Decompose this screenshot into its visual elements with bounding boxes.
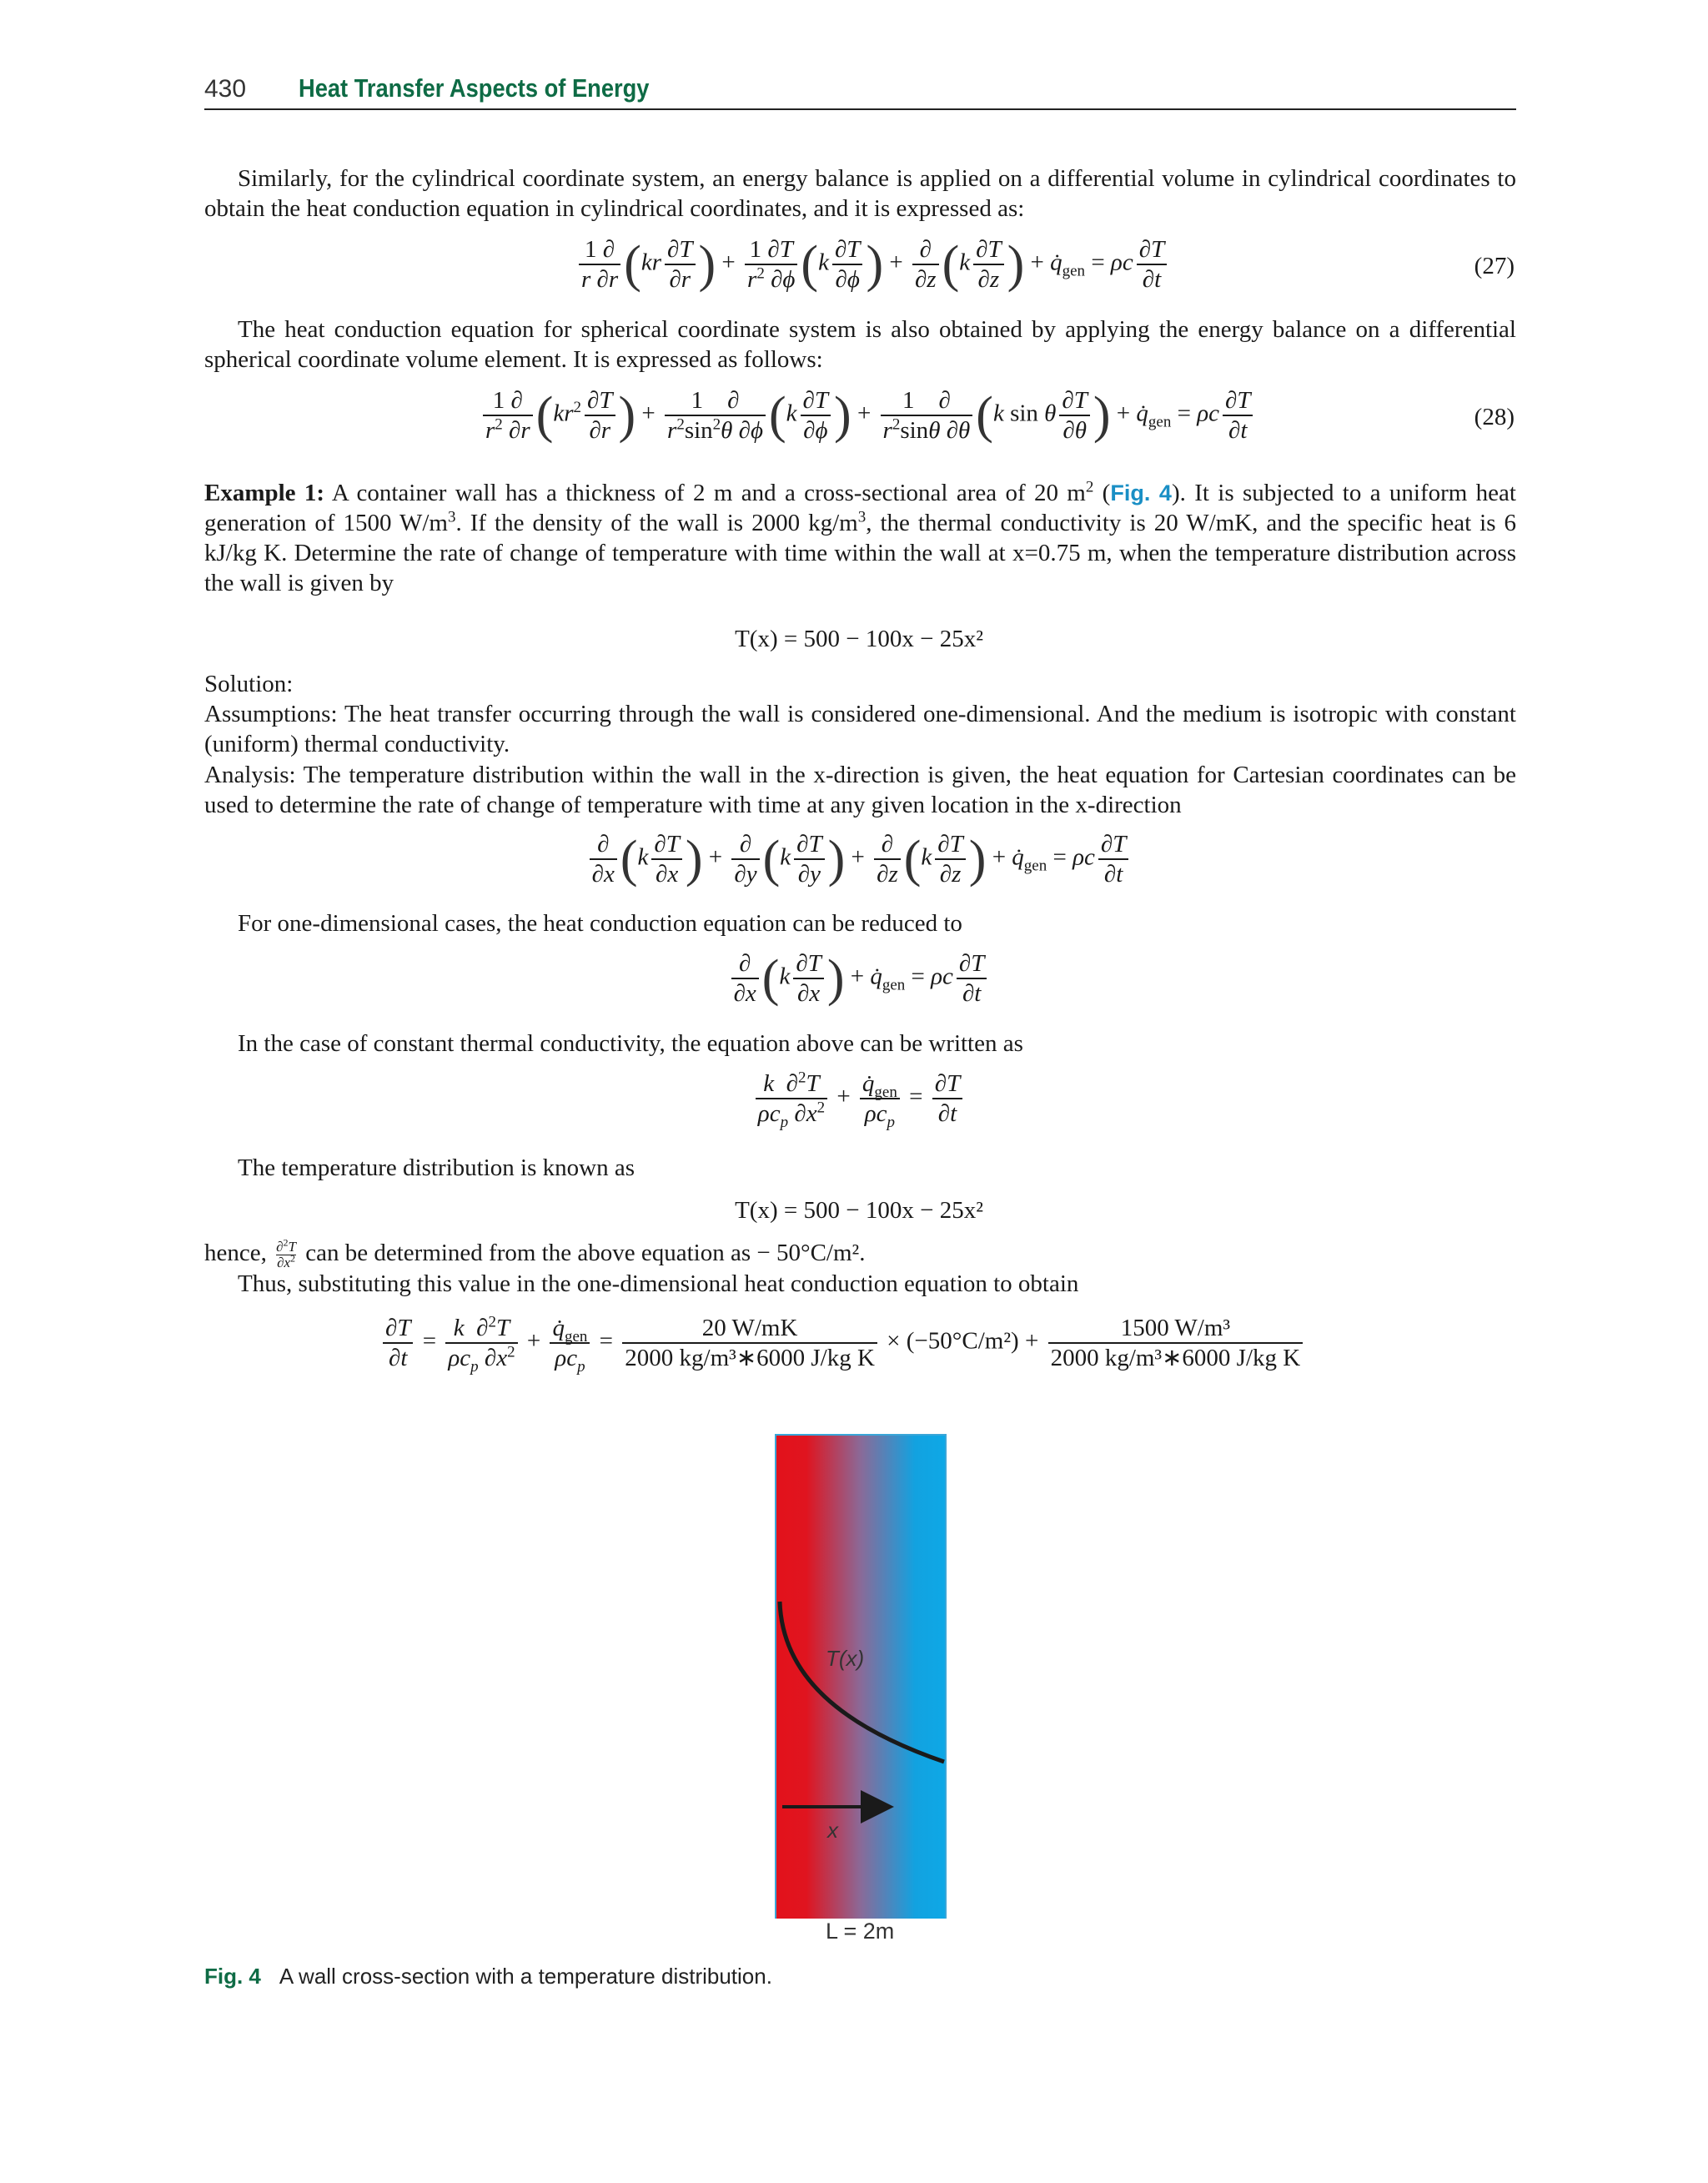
solution-label: Solution: xyxy=(204,671,294,697)
paragraph-cylindrical: Similarly, for the cylindrical coordinate system, an energy balance is applied on a differential volume in cylindrical coordinates to obtain the heat conduction equation in cylindrical coordinates, and it is expressed as: xyxy=(204,165,1516,222)
figure-reference-link[interactable]: Fig. 4 xyxy=(1110,480,1172,506)
caption-label: Fig. 4 xyxy=(204,1964,261,1989)
example-1: Example 1: A container wall has a thickness of 2 m and a cross-sectional area of 20 $m^2$ (Fig. 4). It is subjected to a uniform heat generation of 1500 $W/m^3$. If the density of the wall is 2000 $kg/m^3$, the thermal conductivity is 20 W/mK, and the specific heat is 6 kJ/kg K. Determine the rate of change of temperature with time within the wall at x=0.75 m, when the temperature distribution across the wall is given by xyxy=(204,478,1516,596)
wall-cross-section xyxy=(776,1435,946,1919)
equation-cartesian: $\frac{\partial}{\partial x}$ (k $\frac{\partial T}{\partial x}$ ) + $\frac{\partial}{\partial y}$ (k $\frac{\partial T}{\partial y}$ ) + $\frac{\partial}{\partial z}$ (k $\frac{\partial T}{\partial z}$ ) + $q̇_{gen} = \rho c$ $\frac{\partial T}{\partial t}$ xyxy=(575,830,1143,888)
temperature-distribution-repeat: T(x) = 500 − 100x − 25x² xyxy=(735,1197,983,1224)
known-text: The temperature distribution is known as xyxy=(238,1154,635,1181)
x-axis-label: x xyxy=(827,1818,838,1843)
equation-28: $\frac{1 \partial}{r^2 \partial r}$ ($kr^2$ $\frac{\partial T}{\partial r}$ ) + $\frac{1 \partial}{r^2\sin^2\theta \partial\phi}$ (k $\frac{\partial T}{\partial\phi}$ ) + $\frac{1 \partial}{r^2\sin\theta \partial\theta}$ (k sin θ $\frac{\partial T}{\partial\theta}$ ) + $q̇_{gen} = \rho c$ $\frac{\partial T}{\partial t}$ xyxy=(480,386,1238,445)
equation-substitution: $\frac{\partial T}{\partial t}$ = $\frac{k \partial^2T}{\rho c_p \partial x^2}$ + $\frac{q̇_{gen}}{\rho c_p}$ = $\frac{20 W/mK}{\text{2000 kg/m³∗6000 J/kg K}}$ × (−50°C/m²) + $\frac{\text{1500 W/m³}}{\text{2000 kg/m³∗6000 J/kg K}}$ xyxy=(379,1314,1339,1372)
temperature-distribution: T(x) = 500 − 100x − 25x² xyxy=(735,626,983,652)
equation-one-dim: $\frac{\partial}{\partial x}$ (k $\frac{\partial T}{\partial x}$ ) + $q̇_{gen} = \rho c$ $\frac{\partial T}{\partial t}$ xyxy=(726,949,992,1008)
thus-text: Thus, substituting this value in the one-dimensional heat conduction equation to obtain xyxy=(238,1270,1079,1297)
hence-line: hence, $\frac{\partial^2T}{\partial x^2}$ can be determined from the above equation as − 50°C/m². xyxy=(204,1236,866,1270)
paragraph-spherical: The heat conduction equation for spherical coordinate system is also obtained by applying the energy balance on a differential spherical coordinate volume element. It is expressed as follows: xyxy=(204,316,1516,373)
caption-text: A wall cross-section with a temperature distribution. xyxy=(279,1964,772,1989)
example-label: Example 1: xyxy=(204,480,325,506)
curve-label: T(x) xyxy=(826,1646,865,1671)
page-number: 430 xyxy=(204,75,247,103)
analysis: Analysis: The temperature distribution within the wall in the x-direction is given, the heat equation for Cartesian coordinates can be used to determine the rate of change of temperature with time at any given location in the x-direction xyxy=(204,762,1516,818)
one-dim-text: For one-dimensional cases, the heat conduction equation can be reduced to xyxy=(238,910,962,937)
equation-27-number: (27) xyxy=(1474,253,1515,279)
equation-const-k: $\frac{k \partial^2T}{\rho c_p \partial x^2}$ + $\frac{q̇_{gen}}{\rho c_p}$ = $\frac{\partial T}{\partial t}$ xyxy=(734,1069,984,1128)
running-title: Heat Transfer Aspects of Energy xyxy=(299,73,650,103)
assumptions: Assumptions: The heat transfer occurring through the wall is considered one-dimensional. And the medium is isotropic with constant (uniform) thermal conductivity. xyxy=(204,701,1516,757)
figure-caption xyxy=(204,1964,772,1989)
wall-figure xyxy=(767,1426,959,1919)
header-rule xyxy=(204,108,1516,110)
equation-28-number: (28) xyxy=(1474,404,1515,430)
wall-length-label: L = 2m xyxy=(826,1919,895,1944)
equation-27: $\frac{1 \partial}{r \partial r}$ (kr $\frac{\partial T}{\partial r}$ ) + $\frac{1 \partial T}{r^2 \partial\phi}$ (k $\frac{\partial T}{\partial\phi}$ ) + $\frac{\partial}{\partial z}$ (k $\frac{\partial T}{\partial z}$ ) + $q̇_{gen} = \rho c$ $\frac{\partial T}{\partial t}$ xyxy=(575,235,1143,294)
const-k-text: In the case of constant thermal conductivity, the equation above can be written as xyxy=(238,1030,1023,1057)
